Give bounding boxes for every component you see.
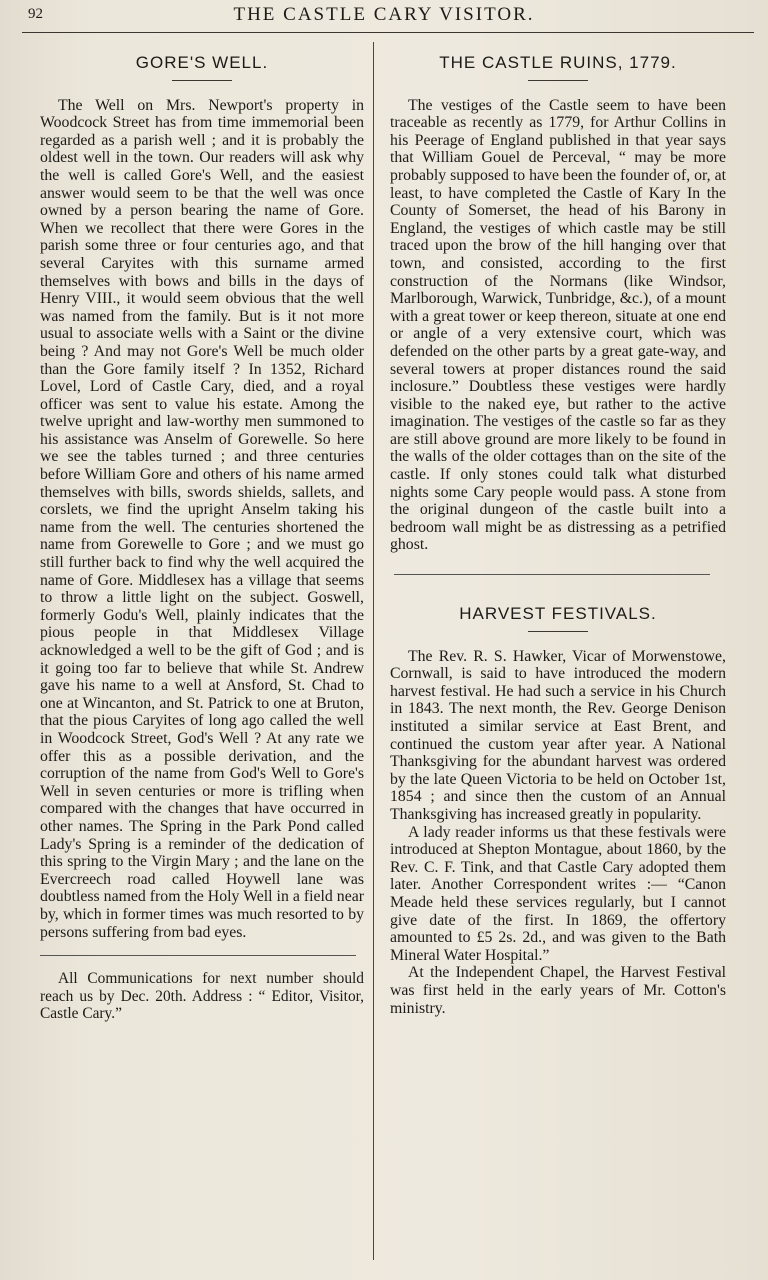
column-divider	[373, 42, 374, 1260]
notice-rule	[40, 955, 356, 956]
page-number: 92	[28, 6, 43, 22]
section-separator	[394, 574, 710, 575]
gores-well-paragraph: The Well on Mrs. Newport's property in Woodcock Street has from time immemorial been regarded as a parish well ; and it is probably the oldest well in the town. Our readers will ask why the well is called Gore's Well, and the easiest answer would seem to be that the well was once owned by a person bearing the name of Gore. When we recollect that there were Gores in the parish some three or four centuries ago, and that several Caryites with this surname armed themselves with bows and bills in the days of Henry VIII., it would seem obvious that the well was named from the family. But is it not more usual to associate wells with a Saint or the divine being ? And may not Gore's Well be much older than the Gore family itself ? In 1352, Richard Lovel, Lord of Castle Cary, died, and a royal officer was sent to value his estate. Among the twelve upright and law-worthy men summoned to his assistance was Anselm of Gorewelle. So here we see the tables turned ; and three centuries before William Gore and others of his name armed themselves with bills, swords shields, sallets, and corslets, we find the upright Anselm taking his name from the well. The centuries shortened the name from Gorewelle to Gore ; and we must go still further back to find why the well acquired the name of Gore. Middlesex has a village that seems to throw a little light on the subject. Goswell, formerly Godu's Well, plainly indicates that the pious people in that Middlesex Village acknowledged a well to be the gift of God ; and is it going too far to believe that while St. Andrew gave his name to a well at Ansford, St. Chad to one at Wincanton, and St. Patrick to one at Bruton, that the pious Caryites of long ago called the well in Woodcock Street, God's Well ? At any rate we offer this as a possible derivation, and the corruption of the name from God's Well to Gore's Well in seven centuries or more is trifling when compared with the changes that have occurred in other names. The Spring in the Park Pond called Lady's Spring is a reminder of the dedication of this spring to the Virgin Mary ; and the lane on the Evercreech road called Hoywell lane was doubtless named from the Holy Well in a field near by, which in former times was much resorted to by persons suffering from bad eyes.	[40, 96, 364, 941]
title-rule	[172, 80, 232, 81]
harvest-paragraph: The Rev. R. S. Hawker, Vicar of Morwenstowe, Cornwall, is said to have introduced the modern harvest festival. He had such a service in his Church in 1843. The next month, the Rev. George Denison instituted a similar service at East Brent, and continued the custom year after year. A National Thanksgiving for the abundant harvest was ordered by the late Queen Victoria to be held on October 1st, 1854 ; and since then the custom of an Annual Thanksgiving has increased greatly in popularity.	[390, 647, 726, 823]
left-column	[40, 46, 364, 1023]
running-title: THE CASTLE CARY VISITOR.	[233, 4, 535, 25]
page-header	[0, 0, 768, 36]
right-column	[390, 46, 726, 1017]
castle-ruins-paragraph: The vestiges of the Castle seem to have been traceable as recently as 1779, for Arthur Collins in his Peerage of England published in that year says that William Gouel de Perceval, “ may be more probably supposed to have been the founder of, or, at least, to have completed the Castle of Kary In the County of Somerset, the head of his Barony in England, the vestiges of which castle may be still traced upon the brow of the hill hanging over that town, and consisted, according to the first construction of the Normans (like Windsor, Marlborough, Warwick, Tunbridge, &c.), of a mount with a great tower or keep thereon, situate at one end or angle of a very extensive court, which was defended on the other parts by a great gate-way, and several towers at proper distances round the said inclosure.” Doubtless these vestiges were hardly visible to the naked eye, but rather to the active imagination. The vestiges of the castle so far as they are still above ground are more likely to be found in the walls of the older cottages than on the site of the castle. If only stones could talk what disturbed nights some Cary people would pass. A stone from the original dungeon of the castle built into a bedroom wall might be as distressing as a petrified ghost.	[390, 96, 726, 554]
communications-notice: All Communications for next number should reach us by Dec. 20th. Address : “ Editor, Visitor, Castle Cary.”	[40, 970, 364, 1023]
header-rule	[22, 32, 754, 33]
title-rule	[528, 80, 588, 81]
castle-ruins-title: THE CASTLE RUINS, 1779.	[439, 53, 677, 72]
harvest-festivals-title: HARVEST FESTIVALS.	[459, 604, 657, 624]
gores-well-title: GORE'S WELL.	[135, 53, 269, 72]
harvest-paragraph: A lady reader informs us that these festivals were introduced at Shepton Montague, about 1860, by the Rev. C. F. Tink, and that Castle Cary adopted them later. Another Correspondent writes :— “Canon Meade held these services regularly, but I cannot give date of the first. In 1869, the offertory amounted to £5 2s. 2d., and was given to the Bath Mineral Water Hospital.”	[390, 823, 726, 964]
title-rule	[528, 631, 588, 632]
harvest-paragraph: At the Independent Chapel, the Harvest Festival was first held in the early years of Mr. Cotton's ministry.	[390, 964, 726, 1017]
